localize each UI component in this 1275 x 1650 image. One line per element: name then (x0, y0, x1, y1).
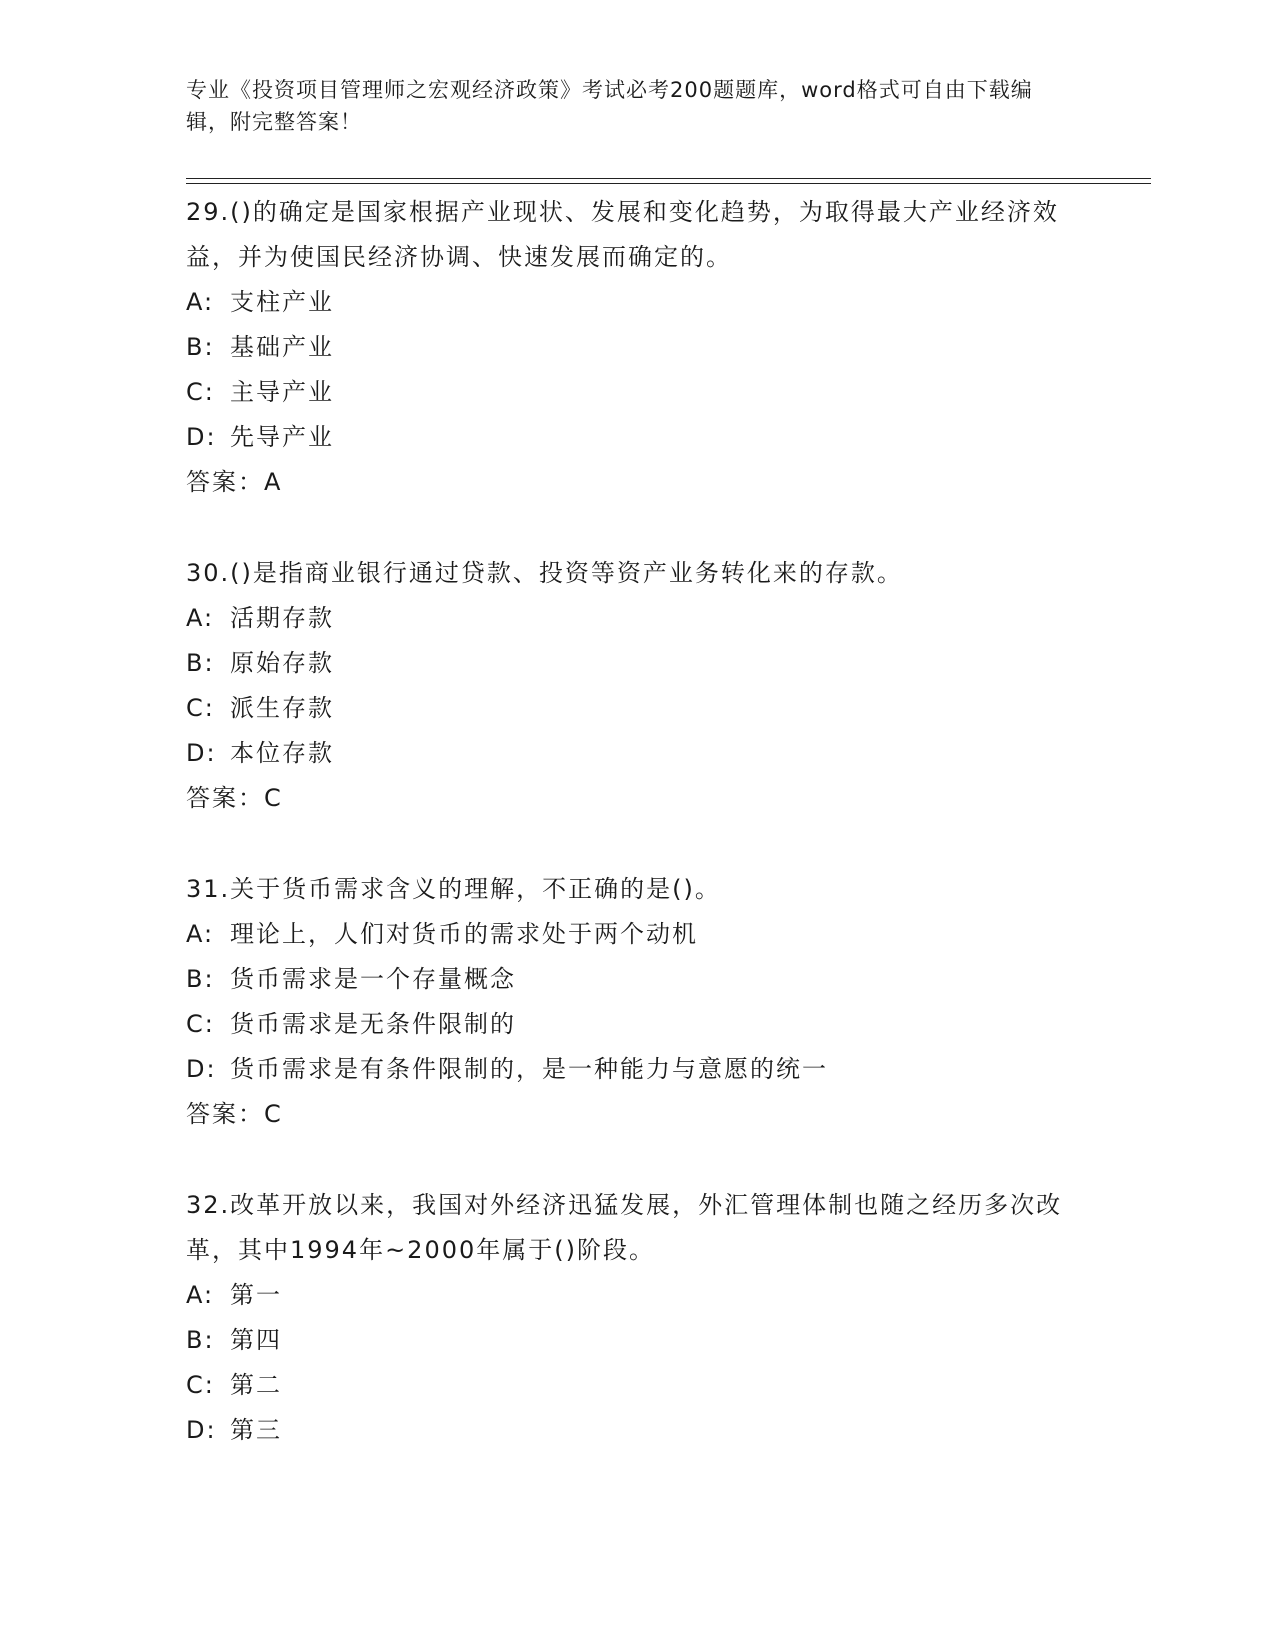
option-letter: C: (186, 1010, 215, 1038)
option-text: 基础产业 (230, 333, 334, 361)
option-letter: D: (186, 1055, 217, 1083)
option-d (186, 1408, 1086, 1453)
option-d (186, 415, 1086, 460)
option-letter: D: (186, 423, 217, 451)
option-b (186, 957, 1086, 1002)
answer-line: 答案：C (186, 784, 283, 812)
option-d (186, 1047, 1086, 1092)
option-text: 支柱产业 (230, 288, 334, 316)
option-letter: B: (186, 965, 215, 993)
option-b (186, 641, 1086, 686)
option-b (186, 325, 1086, 370)
option-letter: D: (186, 739, 217, 767)
option-letter: C: (186, 378, 215, 406)
option-letter: C: (186, 694, 215, 722)
option-b (186, 1318, 1086, 1363)
option-text: 本位存款 (230, 739, 334, 767)
option-text: 活期存款 (230, 604, 334, 632)
option-c (186, 1363, 1086, 1408)
header-divider (186, 178, 1151, 179)
option-letter: C: (186, 1371, 215, 1399)
option-d (186, 731, 1086, 776)
option-letter: D: (186, 1416, 217, 1444)
option-text: 原始存款 (230, 649, 334, 677)
option-letter: B: (186, 1326, 215, 1354)
option-a (186, 1273, 1086, 1318)
option-text: 先导产业 (230, 423, 334, 451)
question-29 (186, 190, 1086, 505)
option-letter: B: (186, 649, 215, 677)
option-c (186, 686, 1086, 731)
option-a (186, 912, 1086, 957)
option-a (186, 280, 1086, 325)
option-a (186, 596, 1086, 641)
option-text: 派生存款 (230, 694, 334, 722)
option-text: 货币需求是无条件限制的 (230, 1010, 516, 1038)
question-stem: 30.()是指商业银行通过贷款、投资等资产业务转化来的存款。 (186, 559, 903, 587)
option-c (186, 1002, 1086, 1047)
document-header: 专业《投资项目管理师之宏观经济政策》考试必考200题题库，word格式可自由下载编辑，附完整答案！ (186, 78, 1033, 134)
answer-line: 答案：A (186, 468, 283, 496)
question-30 (186, 551, 1086, 821)
option-text: 货币需求是一个存量概念 (230, 965, 516, 993)
option-letter: A: (186, 920, 215, 948)
option-letter: B: (186, 333, 215, 361)
option-letter: A: (186, 288, 215, 316)
option-letter: A: (186, 604, 215, 632)
option-text: 第一 (230, 1281, 282, 1309)
question-32 (186, 1183, 1086, 1453)
option-text: 货币需求是有条件限制的，是一种能力与意愿的统一 (230, 1055, 828, 1083)
option-c (186, 370, 1086, 415)
option-text: 第四 (230, 1326, 282, 1354)
answer-line: 答案：C (186, 1100, 283, 1128)
option-text: 主导产业 (230, 378, 334, 406)
option-text: 理论上，人们对货币的需求处于两个动机 (230, 920, 698, 948)
option-text: 第二 (230, 1371, 282, 1399)
question-stem: 29.()的确定是国家根据产业现状、发展和变化趋势，为取得最大产业经济效益，并为使国民经济协调、快速发展而确定的。 (186, 198, 1059, 271)
question-stem: 31.关于货币需求含义的理解，不正确的是()。 (186, 875, 721, 903)
option-text: 第三 (230, 1416, 282, 1444)
question-stem: 32.改革开放以来，我国对外经济迅猛发展，外汇管理体制也随之经历多次改革，其中1994年~2000年属于()阶段。 (186, 1191, 1063, 1264)
question-list (186, 190, 1086, 1499)
question-31 (186, 867, 1086, 1137)
option-letter: A: (186, 1281, 215, 1309)
header-divider-secondary (186, 183, 1151, 184)
